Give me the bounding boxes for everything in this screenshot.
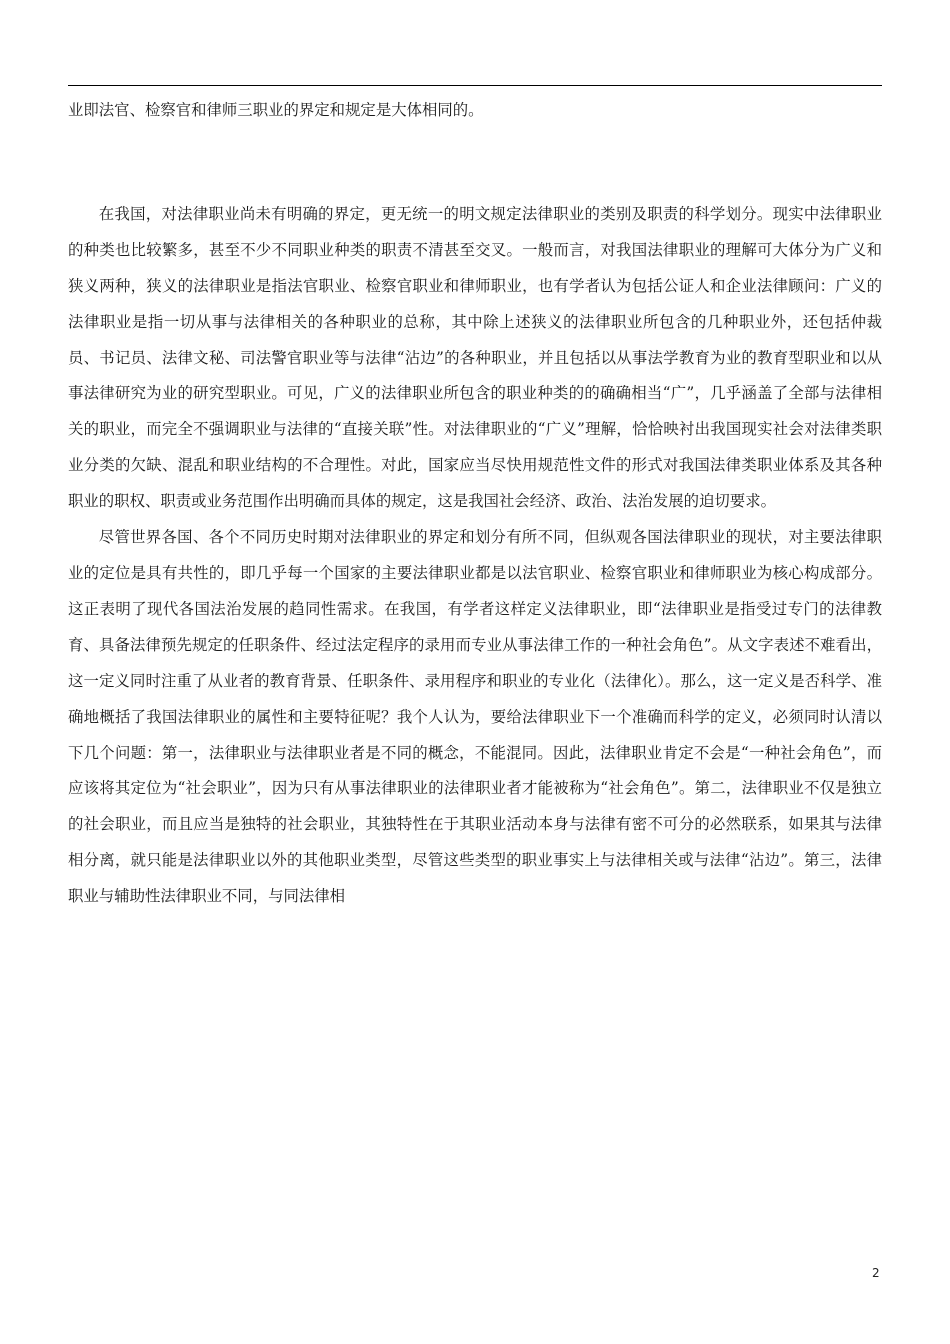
page-number: 2 [872, 1266, 880, 1280]
header-rule [68, 85, 882, 86]
continuation-line: 业即法官、检察官和律师三职业的界定和规定是大体相同的。 [68, 101, 484, 119]
paragraph-1: 在我国，对法律职业尚未有明确的界定，更无统一的明文规定法律职业的类别及职责的科学划分。现实中法律职业的种类也比较繁多，甚至不少不同职业种类的职责不清甚至交叉。一般而言，对我国法律职业的理解可大体分为广义和狭义两种，狭义的法律职业是指法官职业、检察官职业和律师职业，也有学者认为包括公证人和企业法律顾问：广义的法律职业是指一切从事与法律相关的各种职业的总称，其中除上述狭义的法律职业所包含的几种职业外，还包括仲裁员、书记员、法律文秘、司法警官职业等与法律“沾边”的各种职业，并且包括以从事法学教育为业的教育型职业和以从事法律研究为业的研究型职业。可见，广义的法律职业所包含的职业种类的的确确相当“广”，几乎涵盖了全部与法律相关的职业，而完全不强调职业与法律的“直接关联”性。对法律职业的“广义”理解，恰恰映衬出我国现实社会对法律类职业分类的欠缺、混乱和职业结构的不合理性。对此，国家应当尽快用规范性文件的形式对我国法律类职业体系及其各种职业的职权、职责或业务范围作出明确而具体的规定，这是我国社会经济、政治、法治发展的迫切要求。 [68, 204, 882, 511]
document-body [68, 93, 882, 915]
paragraph-2: 尽管世界各国、各个不同历史时期对法律职业的界定和划分有所不同，但纵观各国法律职业的现状，对主要法律职业的定位是具有共性的，即几乎每一个国家的主要法律职业都是以法官职业、检察官职业和律师职业为核心构成部分。这正表明了现代各国法治发展的趋同性需求。在我国，有学者这样定义法律职业，即“法律职业是指受过专门的法律教育、具备法律预先规定的任职条件、经过法定程序的录用而专业从事法律工作的一种社会角色”。从文字表述不难看出，这一定义同时注重了从业者的教育背景、任职条件、录用程序和职业的专业化（法律化）。那么，这一定义是否科学、准确地概括了我国法律职业的属性和主要特征呢？我个人认为，要给法律职业下一个准确而科学的定义，必须同时认清以下几个问题：第一，法律职业与法律职业者是不同的概念，不能混同。因此，法律职业肯定不会是“一种社会角色”，而应该将其定位为“社会职业”，因为只有从事法律职业的法律职业者才能被称为“社会角色”。第二，法律职业不仅是独立的社会职业，而且应当是独特的社会职业，其独特性在于其职业活动本身与法律有密不可分的必然联系，如果其与法律相分离，就只能是法律职业以外的其他职业类型，尽管这些类型的职业事实上与法律相关或与法律“沾边”。第三，法律职业与辅助性法律职业不同，与同法律相 [68, 528, 882, 906]
